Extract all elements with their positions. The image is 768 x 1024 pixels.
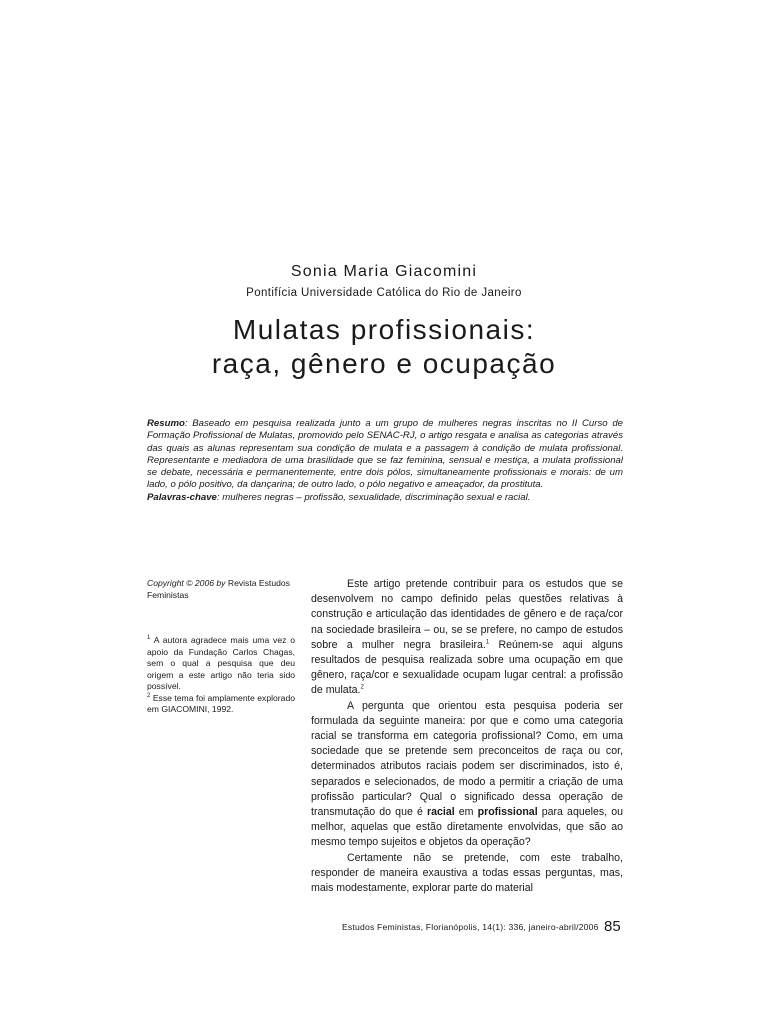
abstract-paragraph (147, 418, 623, 492)
keywords-text: : mulheres negras – profissão, sexualidade, discriminação sexual e racial. (216, 491, 531, 503)
keywords-label: Palavras-chave (147, 491, 217, 503)
title-line-2: raça, gênero e ocupação (211, 348, 557, 379)
title-line-1: Mulatas profissionais: (232, 314, 536, 345)
footnote-2 (147, 693, 295, 716)
page-number: 85 (604, 918, 621, 935)
footnote-1-mark: 1 (147, 635, 151, 642)
body-p1-text: Este artigo pretende contribuir para os estudos que se desenvolvem no campo definido pelas questões relativas à construção e articulação das identidades de gênero e de raça/cor na sociedade brasileira – ou, se se prefere, no campo de estudos sobre a mulher negra brasileira. (311, 578, 623, 651)
footnote-ref-2: 2 (360, 684, 364, 691)
body-p2-text-b: em (454, 806, 478, 819)
copyright-prefix: Copyright © 2006 by (147, 578, 226, 588)
body-p3-text: Certamente não se pretende, com este trabalho, responder de maneira exaustiva a todas essas perguntas, mas, mais modestamente, explorar parte do material (311, 851, 623, 895)
footnote-2-text: Esse tema foi amplamente explorado em GIACOMINI, 1992. (147, 692, 295, 714)
journal-citation: Estudos Feministas, Florianópolis, 14(1): 336, janeiro-abril/2006 (342, 922, 599, 932)
author-name: Sonia Maria Giacomini (290, 263, 478, 280)
copyright-suffix: Revista Estudos Feministas (147, 578, 290, 600)
footnote-2-mark: 2 (147, 692, 151, 699)
abstract-label: Resumo (147, 418, 185, 429)
article-title (0, 313, 768, 381)
body-p1b-text: Reúnem-se aqui alguns resultados de pesquisa realizada sobre uma ocupação em que gênero, raça/cor e sexualidade ocupam lugar central: a profissão de mulata. (311, 638, 623, 697)
abstract (147, 418, 623, 504)
body-text (311, 577, 623, 896)
body-p2-bold-profissional: profissional (477, 806, 538, 819)
body-p2-text-c: para aqueles, ou melhor, aquelas que estão diretamente envolvidas, que são ao mesmo tempo sujeitos e objetos da operação? (311, 806, 623, 849)
footnote-ref-1: 1 (485, 639, 490, 646)
body-paragraph-2 (311, 699, 623, 851)
body-p2-text-a: A pergunta que orientou esta pesquisa poderia ser formulada da seguinte maneira: por que e como uma categoria racial se transforma em categoria profissional? Como, em uma sociedade que se pretende sem preconceitos de raça ou cor, determinados atributos raciais podem ser discriminados, isto é, separados e selecionados, de modo a permitir a criação de uma profissão particular? Qual o significado dessa operação de transmutação do que é (311, 699, 623, 819)
abstract-text: : Baseado em pesquisa realizada junto a um grupo de mulheres negras inscritas no II Curso de Formação Profissional de Mulatas, promovido pelo SENAC-RJ, o artigo resgata e analisa as categorias através das quais as alunas representam sua condição de mulata e a passagem à condição de mulata profissional. Representante e mediadora de uma brasilidade que se faz feminina, sensual e mestiça, a mulata profissional se debate, necessária e permanentemente, entre dois pólos, simultaneamente profissionais e morais: de um lado, o pólo positivo, da dançarina; de outro lado, o pólo negativo e ameaçador, da prostituta. (147, 418, 623, 491)
footnote-1-text: A autora agradece mais uma vez o apoio da Fundação Carlos Chagas, sem o qual a pesquisa que deu origem a este artigo não teria sido possível. (147, 635, 295, 691)
footnote-1 (147, 635, 295, 693)
body-p2-bold-racial: racial (426, 806, 455, 819)
body-paragraph-1 (311, 577, 623, 699)
keywords-paragraph (147, 492, 623, 504)
copyright-notice (147, 578, 295, 601)
sidebar-notes (147, 578, 295, 716)
author-affiliation: Pontifícia Universidade Católica do Rio de Janeiro (246, 287, 522, 299)
body-paragraph-3 (311, 851, 623, 897)
